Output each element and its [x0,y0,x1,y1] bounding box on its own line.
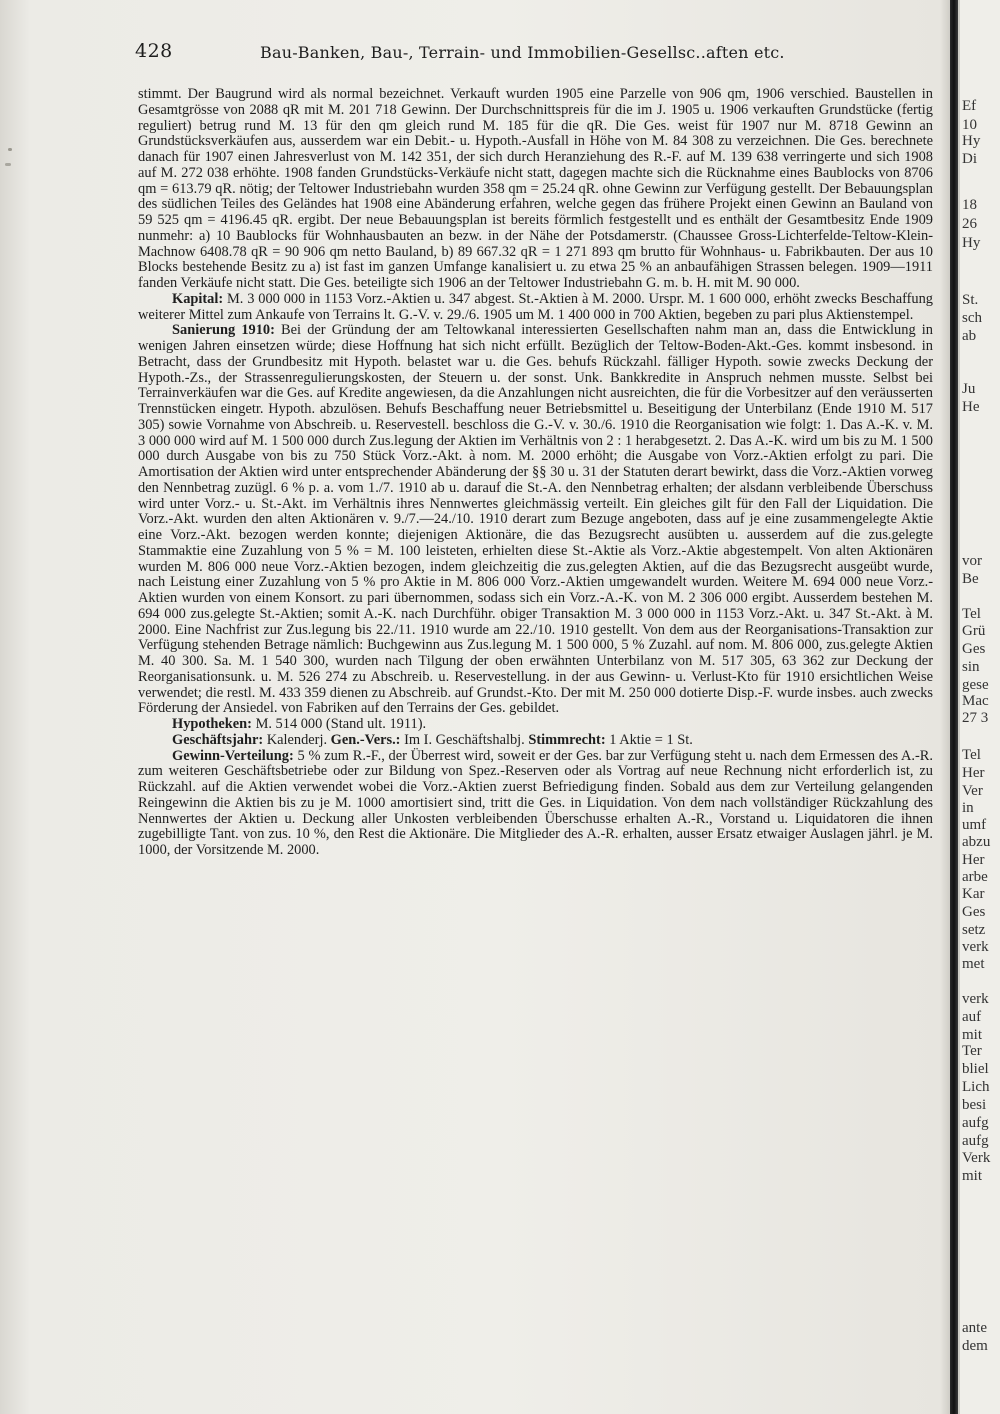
neighbor-fragment: ante [962,1320,987,1336]
neighbor-fragment: Her [962,765,985,781]
neighbor-fragment: umf [962,817,987,833]
genvers-label: Gen.-Vers.: [330,731,401,748]
neighbor-fragment: verk [962,939,989,955]
neighbor-fragment: 18 [962,197,977,213]
neighbor-fragment: in [962,800,974,816]
neighbor-fragment: aufg [962,1133,989,1149]
neighbor-fragment: bliel [962,1061,989,1077]
neighbor-fragment: aufg [962,1115,989,1131]
neighbor-fragment: Ju [962,381,976,397]
neighbor-fragment: St. [962,292,979,308]
page-header [120,40,950,70]
neighbor-fragment: Di [962,151,977,167]
geschaeftsjahr-label: Geschäftsjahr: [172,731,264,748]
neighbor-fragment: Ver [962,783,983,799]
kapital-text: M. 3 000 000 in 1153 Vorz.-Aktien u. 347 abgest. St.-Aktien à M. 2000. Urspr. M. 1 600 000, erhöht zwecks Beschaffung weiterer Mittel zum Ankaufe von Terrains lt. G.-V. v. 29./6. 1905 um M. 1 400 000 in 700 Aktien, begeben zu pari plus Aktienstempel. [138,290,933,323]
neighbor-fragment: Mac [962,693,989,709]
neighbor-fragment: dem [962,1338,988,1354]
neighbor-fragment: Kar [962,886,985,902]
hypotheken-text: M. 514 000 (Stand ult. 1911). [251,716,427,732]
gewinn-text: 5 % zum R.-F., der Überrest wird, soweit er der Ges. bar zur Verfügung steht u. nach dem Ermessen des A.-R. zum weiteren Geschäftsbetriebe oder zur Bildung von Spez.-Reserven oder als Vortrag auf neue Rechnung nicht erforderlich ist, zu Rückzahl. auf die Aktien verwendet wobei die Vorz.-Aktien zuerst Befriedigung finden. Sobald aus dem zur Verteilung gelangenden Reingewinn die Aktien bis zu je M. 1000 amortisiert sind, tritt die Ges. in Liquidation. Von dem nach vollständiger Rückzahlung des Nennwertes der Aktien u. Deckung aller Unkosten verbleibenden Überschusse erhalten A.-R., Vorstand u. Liquidatoren die ihnen zugebilligte Tant. von zus. 10 %, den Rest die Aktionäre. Die Mitglieder des A.-R. erhalten, ausser Ersatz etwaiger Auslagen jährl. je M. 1000, der Vorsitzende M. 2000. [138,747,933,858]
neighbor-fragment: Be [962,571,979,587]
scan-speck [8,148,12,151]
neighbor-fragment: Hy [962,235,981,251]
neighbor-fragment: ab [962,328,977,344]
gewinn-label: Gewinn-Verteilung: [172,747,294,764]
paragraph-grundbesitz: stimmt. Der Baugrund wird als normal bezeichnet. Verkauft wurden 1905 eine Parzelle von 906 qm, 1906 verschied. Baustellen in Gesamtgrösse von 2088 qR mit M. 201 718 Gewinn. Der Durchschnittspreis für die im J. 1905 u. 1906 verkauften Grundstücke (fertig reguliert) betrug rund M. 13 für den qm gleich rund M. 185 für die qR. Die Ges. weist für 1907 nur M. 8718 Gewinn an Grundstücksverkäufen aus, ausserdem war ein Debit.- u. Hypoth.-Ausfall in Höhe von M. 84 308 zu verzeichnen. Die Ges. berechnete danach für 1907 einen Jahresverlust von M. 142 351, der sich durch Heranziehung des R.-F. auf M. 139 638 verringerte und sich 1908 auf M. 272 038 erhöhte. 1908 fanden Grundstücks-Verkäufe nicht statt, dagegen machte sich die Rücknahme eines Baublocks von 8706 qm = 613.79 qR. nötig; der Teltower Industriebahn wurden 358 qm = 25.24 qR. ohne Gewinn zur Verfügung gestellt. Der Bebauungsplan des südlichen Teiles des Geländes hat 1908 eine Abänderung erfahren, welche gegen das frühere Projekt einen Gewinn an Bauland von 59 525 qm = 4196.45 qR. ergibt. Der neue Bebauungsplan ist bereits förmlich festgestellt und es enthält der Gesamtbesitz Ende 1909 nunmehr: a) 10 Baublocks für Wohnhausbauten an bezw. in der Nähe der Potsdamerstr. (Chaussee Gross-Lichterfelde-Teltow-Klein-Machnow 6408.78 qR = 90 906 qm netto Bauland, b) 89 667.32 qR = 1 271 893 qm brutto für Wohnhaus- u. Fabrikbauten. Der aus 10 Blocks bestehende Besitz zu a) ist fast im ganzen Umfange kanalisiert u. zu etwa 25 % an anbaufähigen Strassen belegen. 1909—1911 fanden Verkäufe nicht statt. Die Ges. beteiligte sich 1906 an der Teltower Industriebahn G. m. b. H. mit M. 90 000. [138,86,933,291]
neighbor-fragment: sin [962,659,980,675]
sanierung-label: Sanierung 1910: [172,322,275,339]
neighbor-fragment: Grü [962,623,986,639]
neighbor-fragment: abzu [962,834,991,850]
document-body [138,87,933,859]
neighbor-fragment: 27 3 [962,710,989,726]
neighbor-fragment: Ter [962,1043,982,1059]
paragraph-gewinn-verteilung [138,749,933,859]
neighbor-fragment: Hy [962,133,981,149]
neighbor-fragment: Lich [962,1079,990,1095]
neighbor-page-strip [960,0,1000,1414]
hypotheken-label: Hypotheken: [172,716,252,732]
neighbor-fragment: verk [962,991,989,1007]
neighbor-fragment: sch [962,310,982,326]
scan-speck [5,163,11,166]
neighbor-fragment: mit [962,1168,983,1184]
paragraph-kapital [138,292,933,324]
geschaeftsjahr-text: Kalenderj. [263,731,331,748]
neighbor-fragment: Her [962,852,985,868]
page-number: 428 [135,40,173,62]
neighbor-fragment: Ges [962,904,986,920]
genvers-text: Im I. Geschäftshalbj. [400,731,529,748]
neighbor-fragment: Ges [962,641,986,657]
neighbor-fragment: setz [962,922,986,938]
stimmrecht-text: 1 Aktie = 1 St. [605,731,693,748]
sanierung-text: Bei der Gründung der am Teltowkanal interessierten Gesellschaften nahm man an, dass die Entwicklung in wenigen Jahren einsetzen würde; diese Hoffnung hat sich nicht erfüllt. Bezüglich der Teltow-Boden-Akt.-Ges. kommt insbesond. in Betracht, dass der Grundbesitz mit Hypoth. belastet war u. die Ges. behufs Rückzahl. fälliger Hypoth. sowie zwecks Deckung der Hypoth.-Zs., der Strassenregulierungskosten, der Steuern u. der sonst. Unk. Bankkredite in Anspruch nehmen musste. Selbst bei Terrainverkäufen war die Ges. auf Kredite angewiesen, da die Anzahlungen nicht ausreichten, die für die Vorbesitzer auf den veräusserten Trennstücken eingetr. Hypoth. abzulösen. Behufs Beschaffung neuer Betriebsmittel u. Beseitigung der Unterbilanz (Ende 1910 M. 517 305) sowie Vornahme von Abschreib. u. Reservestell. beschloss die G.-V. v. 30./6. 1910 die Reorganisation wie folgt: 1. Das A.-K. v. M. 3 000 000 wird auf M. 1 500 000 durch Zus.legung der Aktien im Verhältnis von 2 : 1 herabgesetzt. 2. Das A.-K. wird um bis zu M. 1 500 000 durch Ausgabe von bis zu 750 Stück Vorz.-Akt. à nom. M. 2000 erhöht; die Ausgabe von Vorz.-Aktien erfolgt zu pari. Die Amortisation der Aktien wird unter entsprechender Abänderung der §§ 30 u. 31 der Statuten derart bewirkt, dass die Vorz.-Aktien vorweg den Nennbetrag zuzügl. 6 % p. a. vom 1./7. 1910 ab u. darauf die St.-A. den Nennbetrag erhalten; der alsdann verbleibende Überschuss wird unter Vorz.- u. St.-Akt. im Verhältnis ihres Nennwertes gleichmässig verteilt. Ein gleiches gilt für den Fall der Liquidation. Die Vorz.-Akt. wurden den alten Aktionären v. 9./7.—24./10. 1910 derart zum Bezuge angeboten, dass auf je eine zusammengelegte Aktie eine Vorz.-Akt. bezogen werden konnte; diejenigen Aktionäre, die das Bezugsrecht ausübten u. ausserdem auf die zus.gelegte Stammaktie eine Zuzahlung von 5 % = M. 100 leisteten, erhielten diese St.-Aktie als Vorz.-Aktie abgestempelt. Von alten Aktionären wurden M. 806 000 neue Vorz.-Aktien bezogen, indem gleichzeitig die zus.gelegten Aktien, auf die das Bezugsrecht ausgeübt wurde, nach Leistung einer Zuzahlung von 5 % pro Aktie in M. 806 000 Vorz.-Aktien umgewandelt wurden. Weitere M. 694 000 neue Vorz.-Aktien wurden von einem Konsort. zu pari übernommen, sodass sich ein Vorz.-A.-K. von M. 2 306 000 ergibt. Ausserdem bestehen M. 694 000 zus.gelegte St.-Aktien; somit A.-K. nach Durchführ. obiger Transaktion M. 3 000 000 in 1153 Vorz.-Akt. u. 347 St.-Akt. à M. 2000. Eine Nachfrist zur Zus.legung bis 22./11. 1910 wurde am 22./10. 1910 gestellt. Von dem aus der Reorganisations-Transaktion zur Verfügung stehenden Betrage nämlich: Buchgewinn aus Zus.legung M. 1 500 000, 5 % Zuzahl. auf nom. M. 806 000, zus.gelegte Aktien M. 40 300. Sa. M. 1 540 300, wurden nach Tilgung der oben erwähnten Unterbilanz von M. 517 305, 63 362 zur Deckung der Reorganisationsunk. u. M. 526 274 zu Abschreib. u. Reservestellung. in der aus Gewinn- u. Verlust-Kto für 1910 ersichtlichen Weise verwendet; die restl. M. 433 359 dienen zu Abschreib. auf Grundst.-Kto. Der mit M. 250 000 dotierte Disp.-F. wurde insbes. auch zwecks Förderung der Ansiedel. von Fabriken auf den Terrains der Ges. gebildet. [138,322,933,717]
neighbor-fragment: Verk [962,1150,991,1166]
paragraph-sanierung [138,323,933,717]
paragraph-geschaeftsjahr [138,733,933,749]
neighbor-fragment: Ef [962,98,977,114]
neighbor-fragment: 26 [962,216,977,232]
neighbor-fragment: vor [962,553,982,569]
paragraph-hypotheken [138,717,933,733]
stimmrecht-label: Stimmrecht: [528,731,606,748]
neighbor-fragment: He [962,399,980,415]
neighbor-fragment: met [962,956,985,972]
neighbor-fragment: mit [962,1027,983,1043]
neighbor-fragment: 10 [962,117,977,133]
neighbor-fragment: Tel [962,747,981,763]
neighbor-fragment: arbe [962,869,988,885]
binding-shadow [950,0,958,1414]
neighbor-fragment: auf [962,1009,982,1025]
kapital-label: Kapital: [172,290,224,307]
running-title: Bau-Banken, Bau-, Terrain- und Immobilien-Gesellsc..aften etc. [260,43,785,62]
neighbor-fragment: gese [962,677,989,693]
neighbor-fragment: besi [962,1097,987,1113]
neighbor-fragment: Tel [962,606,981,622]
